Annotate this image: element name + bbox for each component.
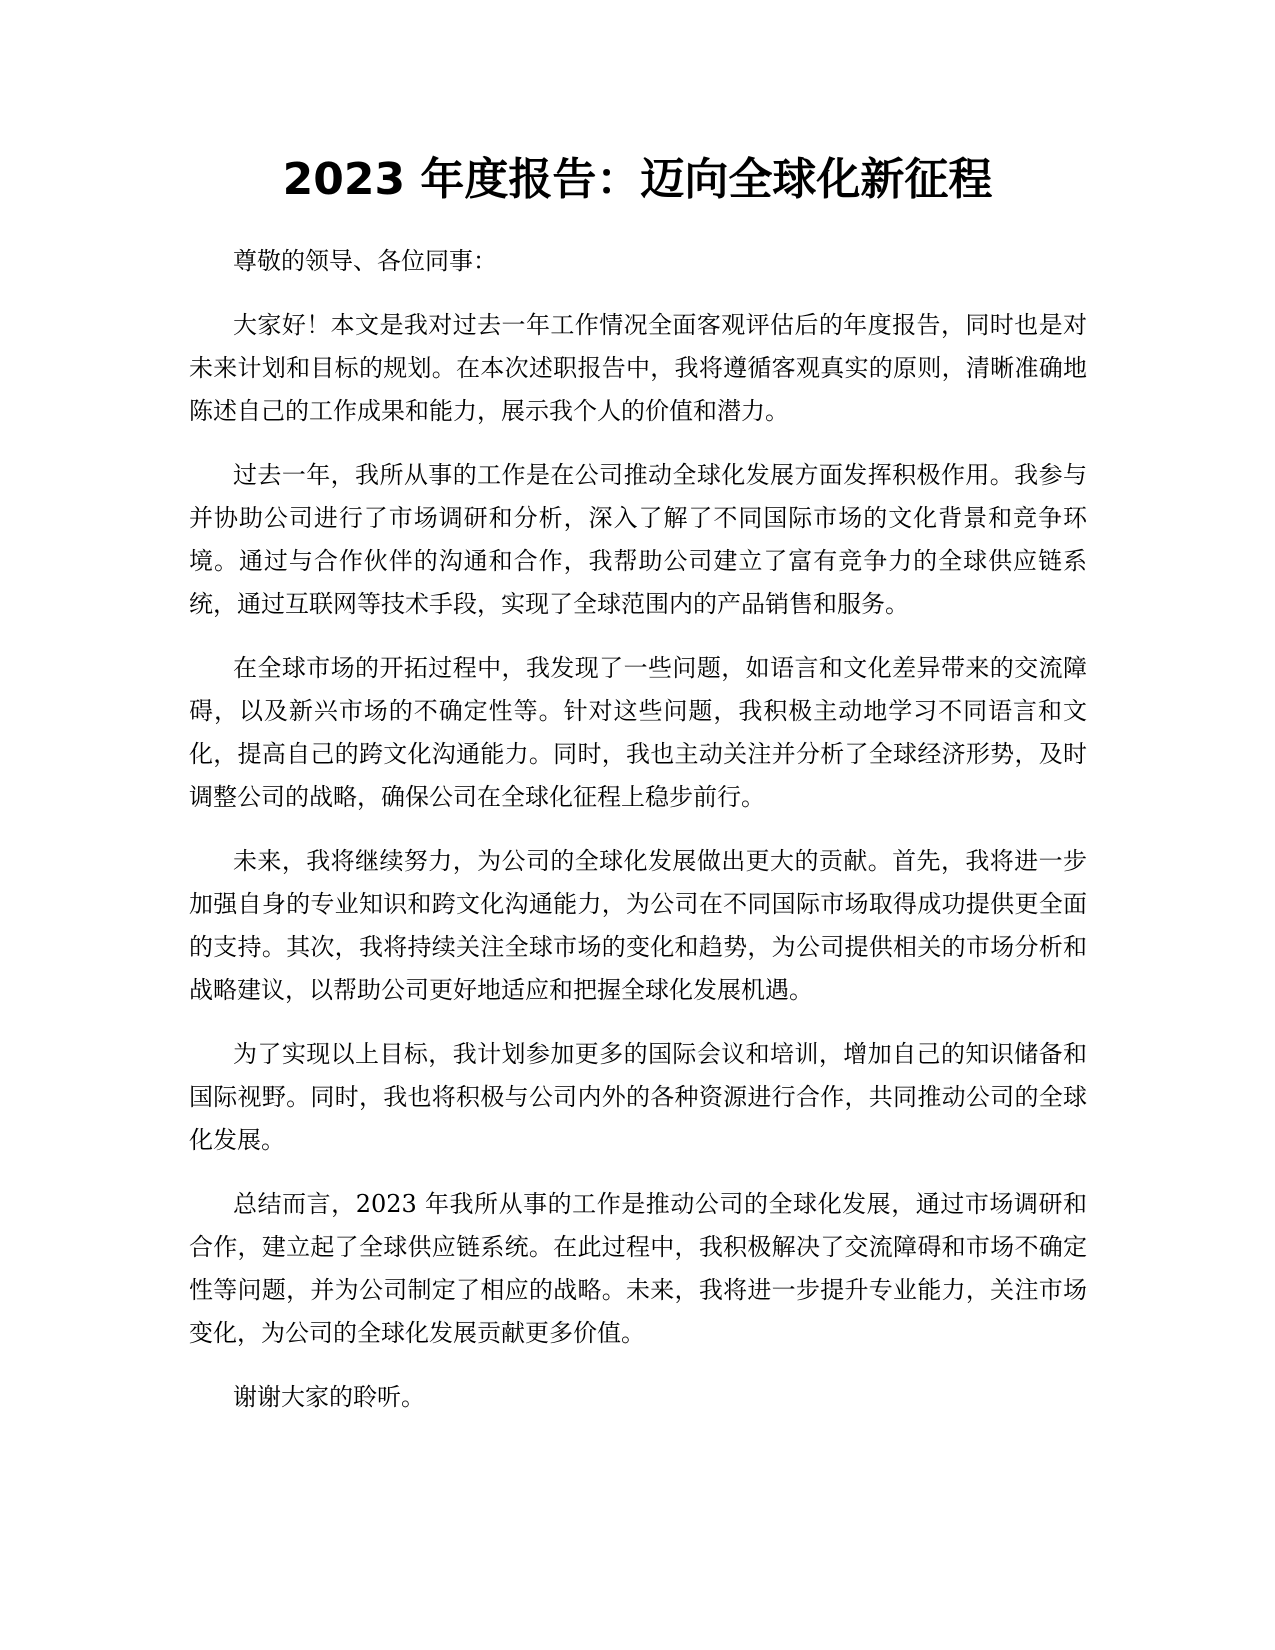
document-body [189, 240, 1087, 1440]
paragraph-intro: 大家好！本文是我对过去一年工作情况全面客观评估后的年度报告，同时也是对未来计划和目标的规划。在本次述职报告中，我将遵循客观真实的原则，清晰准确地陈述自己的工作成果和能力，展示我个人的价值和潜力。 [189, 311, 1087, 425]
salutation: 尊敬的领导、各位同事： [233, 247, 497, 275]
paragraph-past-year: 过去一年，我所从事的工作是在公司推动全球化发展方面发挥积极作用。我参与并协助公司进行了市场调研和分析，深入了解了不同国际市场的文化背景和竞争环境。通过与合作伙伴的沟通和合作，我帮助公司建立了富有竞争力的全球供应链系统，通过互联网等技术手段，实现了全球范围内的产品销售和服务。 [189, 461, 1087, 618]
closing: 谢谢大家的聆听。 [233, 1383, 425, 1411]
paragraph-plan: 为了实现以上目标，我计划参加更多的国际会议和培训，增加自己的知识储备和国际视野。同时，我也将积极与公司内外的各种资源进行合作，共同推动公司的全球化发展。 [189, 1040, 1087, 1154]
paragraph-future: 未来，我将继续努力，为公司的全球化发展做出更大的贡献。首先，我将进一步加强自身的专业知识和跨文化沟通能力，为公司在不同国际市场取得成功提供更全面的支持。其次，我将持续关注全球市场的变化和趋势，为公司提供相关的市场分析和战略建议，以帮助公司更好地适应和把握全球化发展机遇。 [189, 847, 1087, 1004]
document-title: 2023 年度报告：迈向全球化新征程 [282, 154, 993, 205]
paragraph-challenges: 在全球市场的开拓过程中，我发现了一些问题，如语言和文化差异带来的交流障碍，以及新兴市场的不确定性等。针对这些问题，我积极主动地学习不同语言和文化，提高自己的跨文化沟通能力。同时，我也主动关注并分析了全球经济形势，及时调整公司的战略，确保公司在全球化征程上稳步前行。 [189, 654, 1087, 811]
paragraph-summary: 总结而言，2023 年我所从事的工作是推动公司的全球化发展，通过市场调研和合作，建立起了全球供应链系统。在此过程中，我积极解决了交流障碍和市场不确定性等问题，并为公司制定了相应的战略。未来，我将进一步提升专业能力，关注市场变化，为公司的全球化发展贡献更多价值。 [189, 1190, 1087, 1347]
